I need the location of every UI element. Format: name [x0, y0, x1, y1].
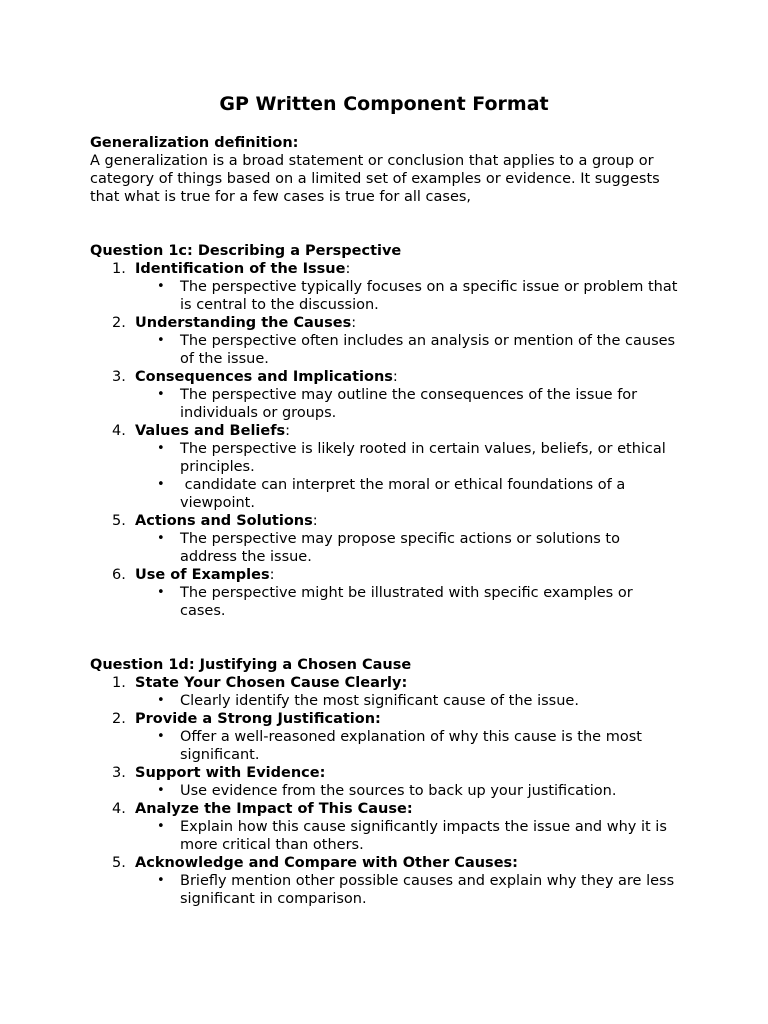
bullet-dot-icon: •: [157, 333, 165, 348]
generalization-block: [90, 134, 678, 206]
bullet-list: [135, 584, 678, 620]
bullet-dot-icon: •: [157, 441, 165, 456]
bullet-text: Explain how this cause significantly impacts the issue and why it is more critical than others.: [180, 819, 667, 853]
item-suffix: :: [269, 567, 275, 583]
item-title: State Your Chosen Cause Clearly:: [135, 675, 408, 691]
item-suffix: :: [392, 369, 398, 385]
bullet-dot-icon: •: [157, 873, 165, 888]
bullet-list: [135, 440, 678, 512]
item-title: Consequences and Implications: [135, 369, 393, 385]
section-heading: Question 1d: Justifying a Chosen Cause: [90, 657, 412, 673]
list-item: [90, 566, 678, 620]
list-item: [90, 368, 678, 422]
generalization-text: A generalization is a broad statement or conclusion that applies to a group or category of things based on a limited set of examples or evidence. It suggests that what is true for a few cases is true for all cases,: [90, 153, 660, 205]
section-question-1c: [90, 242, 678, 620]
item-number: 5.: [112, 513, 126, 529]
item-number: 2.: [112, 315, 126, 331]
bullet-dot-icon: •: [157, 387, 165, 402]
page-title: GP Written Component Format: [219, 93, 549, 115]
bullet-text: The perspective typically focuses on a specific issue or problem that is central to the discussion.: [180, 279, 678, 313]
bullet-list: [135, 278, 678, 314]
generalization-heading: Generalization definition:: [90, 135, 299, 151]
bullet-dot-icon: •: [157, 531, 165, 546]
bullet-list: [135, 332, 678, 368]
bullet-item: [135, 872, 678, 908]
item-suffix: :: [312, 513, 318, 529]
bullet-text: The perspective is likely rooted in certain values, beliefs, or ethical principles.: [180, 441, 666, 475]
bullet-list: [135, 530, 678, 566]
bullet-dot-icon: •: [157, 585, 165, 600]
list-item: [90, 512, 678, 566]
section-question-1d: [90, 656, 678, 908]
item-title: Support with Evidence:: [135, 765, 326, 781]
item-number: 5.: [112, 855, 126, 871]
bullet-dot-icon: •: [157, 693, 165, 708]
bullet-text: Clearly identify the most significant cause of the issue.: [180, 693, 579, 709]
bullet-dot-icon: •: [157, 819, 165, 834]
list-item: [90, 710, 678, 764]
numbered-list: [90, 674, 678, 908]
item-number: 4.: [112, 423, 126, 439]
bullet-item: [135, 818, 678, 854]
bullet-list: [135, 818, 678, 854]
bullet-item: [135, 728, 678, 764]
item-title: Acknowledge and Compare with Other Causes:: [135, 855, 518, 871]
list-item: [90, 854, 678, 908]
bullet-list: [135, 872, 678, 908]
bullet-list: [135, 728, 678, 764]
bullet-item: [135, 782, 678, 800]
bullet-text: Offer a well-reasoned explanation of why this cause is the most significant.: [180, 729, 642, 763]
item-title: Provide a Strong Justification:: [135, 711, 381, 727]
item-title: Use of Examples: [135, 567, 270, 583]
item-number: 3.: [112, 765, 126, 781]
item-title: Understanding the Causes: [135, 315, 352, 331]
bullet-text: Use evidence from the sources to back up your justification.: [180, 783, 617, 799]
bullet-item: [135, 530, 678, 566]
list-item: [90, 422, 678, 512]
item-number: 6.: [112, 567, 126, 583]
bullet-text: candidate can interpret the moral or ethical foundations of a viewpoint.: [180, 477, 630, 511]
numbered-list: [90, 260, 678, 620]
item-suffix: :: [345, 261, 351, 277]
bullet-list: [135, 782, 678, 800]
bullet-dot-icon: •: [157, 477, 165, 492]
list-item: [90, 314, 678, 368]
bullet-text: The perspective often includes an analysis or mention of the causes of the issue.: [180, 333, 676, 367]
bullet-text: Briefly mention other possible causes and explain why they are less significant in comparison.: [180, 873, 675, 907]
bullet-item: [135, 476, 678, 512]
list-item: [90, 800, 678, 854]
item-title: Actions and Solutions: [135, 513, 313, 529]
item-number: 3.: [112, 369, 126, 385]
bullet-item: [135, 278, 678, 314]
bullet-dot-icon: •: [157, 783, 165, 798]
bullet-item: [135, 386, 678, 422]
bullet-text: The perspective may outline the consequences of the issue for individuals or groups.: [180, 387, 638, 421]
list-item: [90, 764, 678, 800]
bullet-dot-icon: •: [157, 729, 165, 744]
bullet-list: [135, 692, 678, 710]
bullet-dot-icon: •: [157, 279, 165, 294]
item-number: 1.: [112, 675, 126, 691]
item-suffix: :: [351, 315, 357, 331]
item-number: 2.: [112, 711, 126, 727]
bullet-text: The perspective might be illustrated with specific examples or cases.: [180, 585, 633, 619]
item-suffix: :: [285, 423, 291, 439]
list-item: [90, 260, 678, 314]
bullet-item: [135, 584, 678, 620]
section-heading: Question 1c: Describing a Perspective: [90, 243, 402, 259]
item-title: Values and Beliefs: [135, 423, 286, 439]
bullet-list: [135, 386, 678, 422]
item-number: 1.: [112, 261, 126, 277]
bullet-item: [135, 440, 678, 476]
item-title: Identification of the Issue: [135, 261, 346, 277]
item-number: 4.: [112, 801, 126, 817]
item-title: Analyze the Impact of This Cause:: [135, 801, 413, 817]
bullet-text: The perspective may propose specific actions or solutions to address the issue.: [180, 531, 620, 565]
bullet-item: [135, 692, 678, 710]
bullet-item: [135, 332, 678, 368]
list-item: [90, 674, 678, 710]
